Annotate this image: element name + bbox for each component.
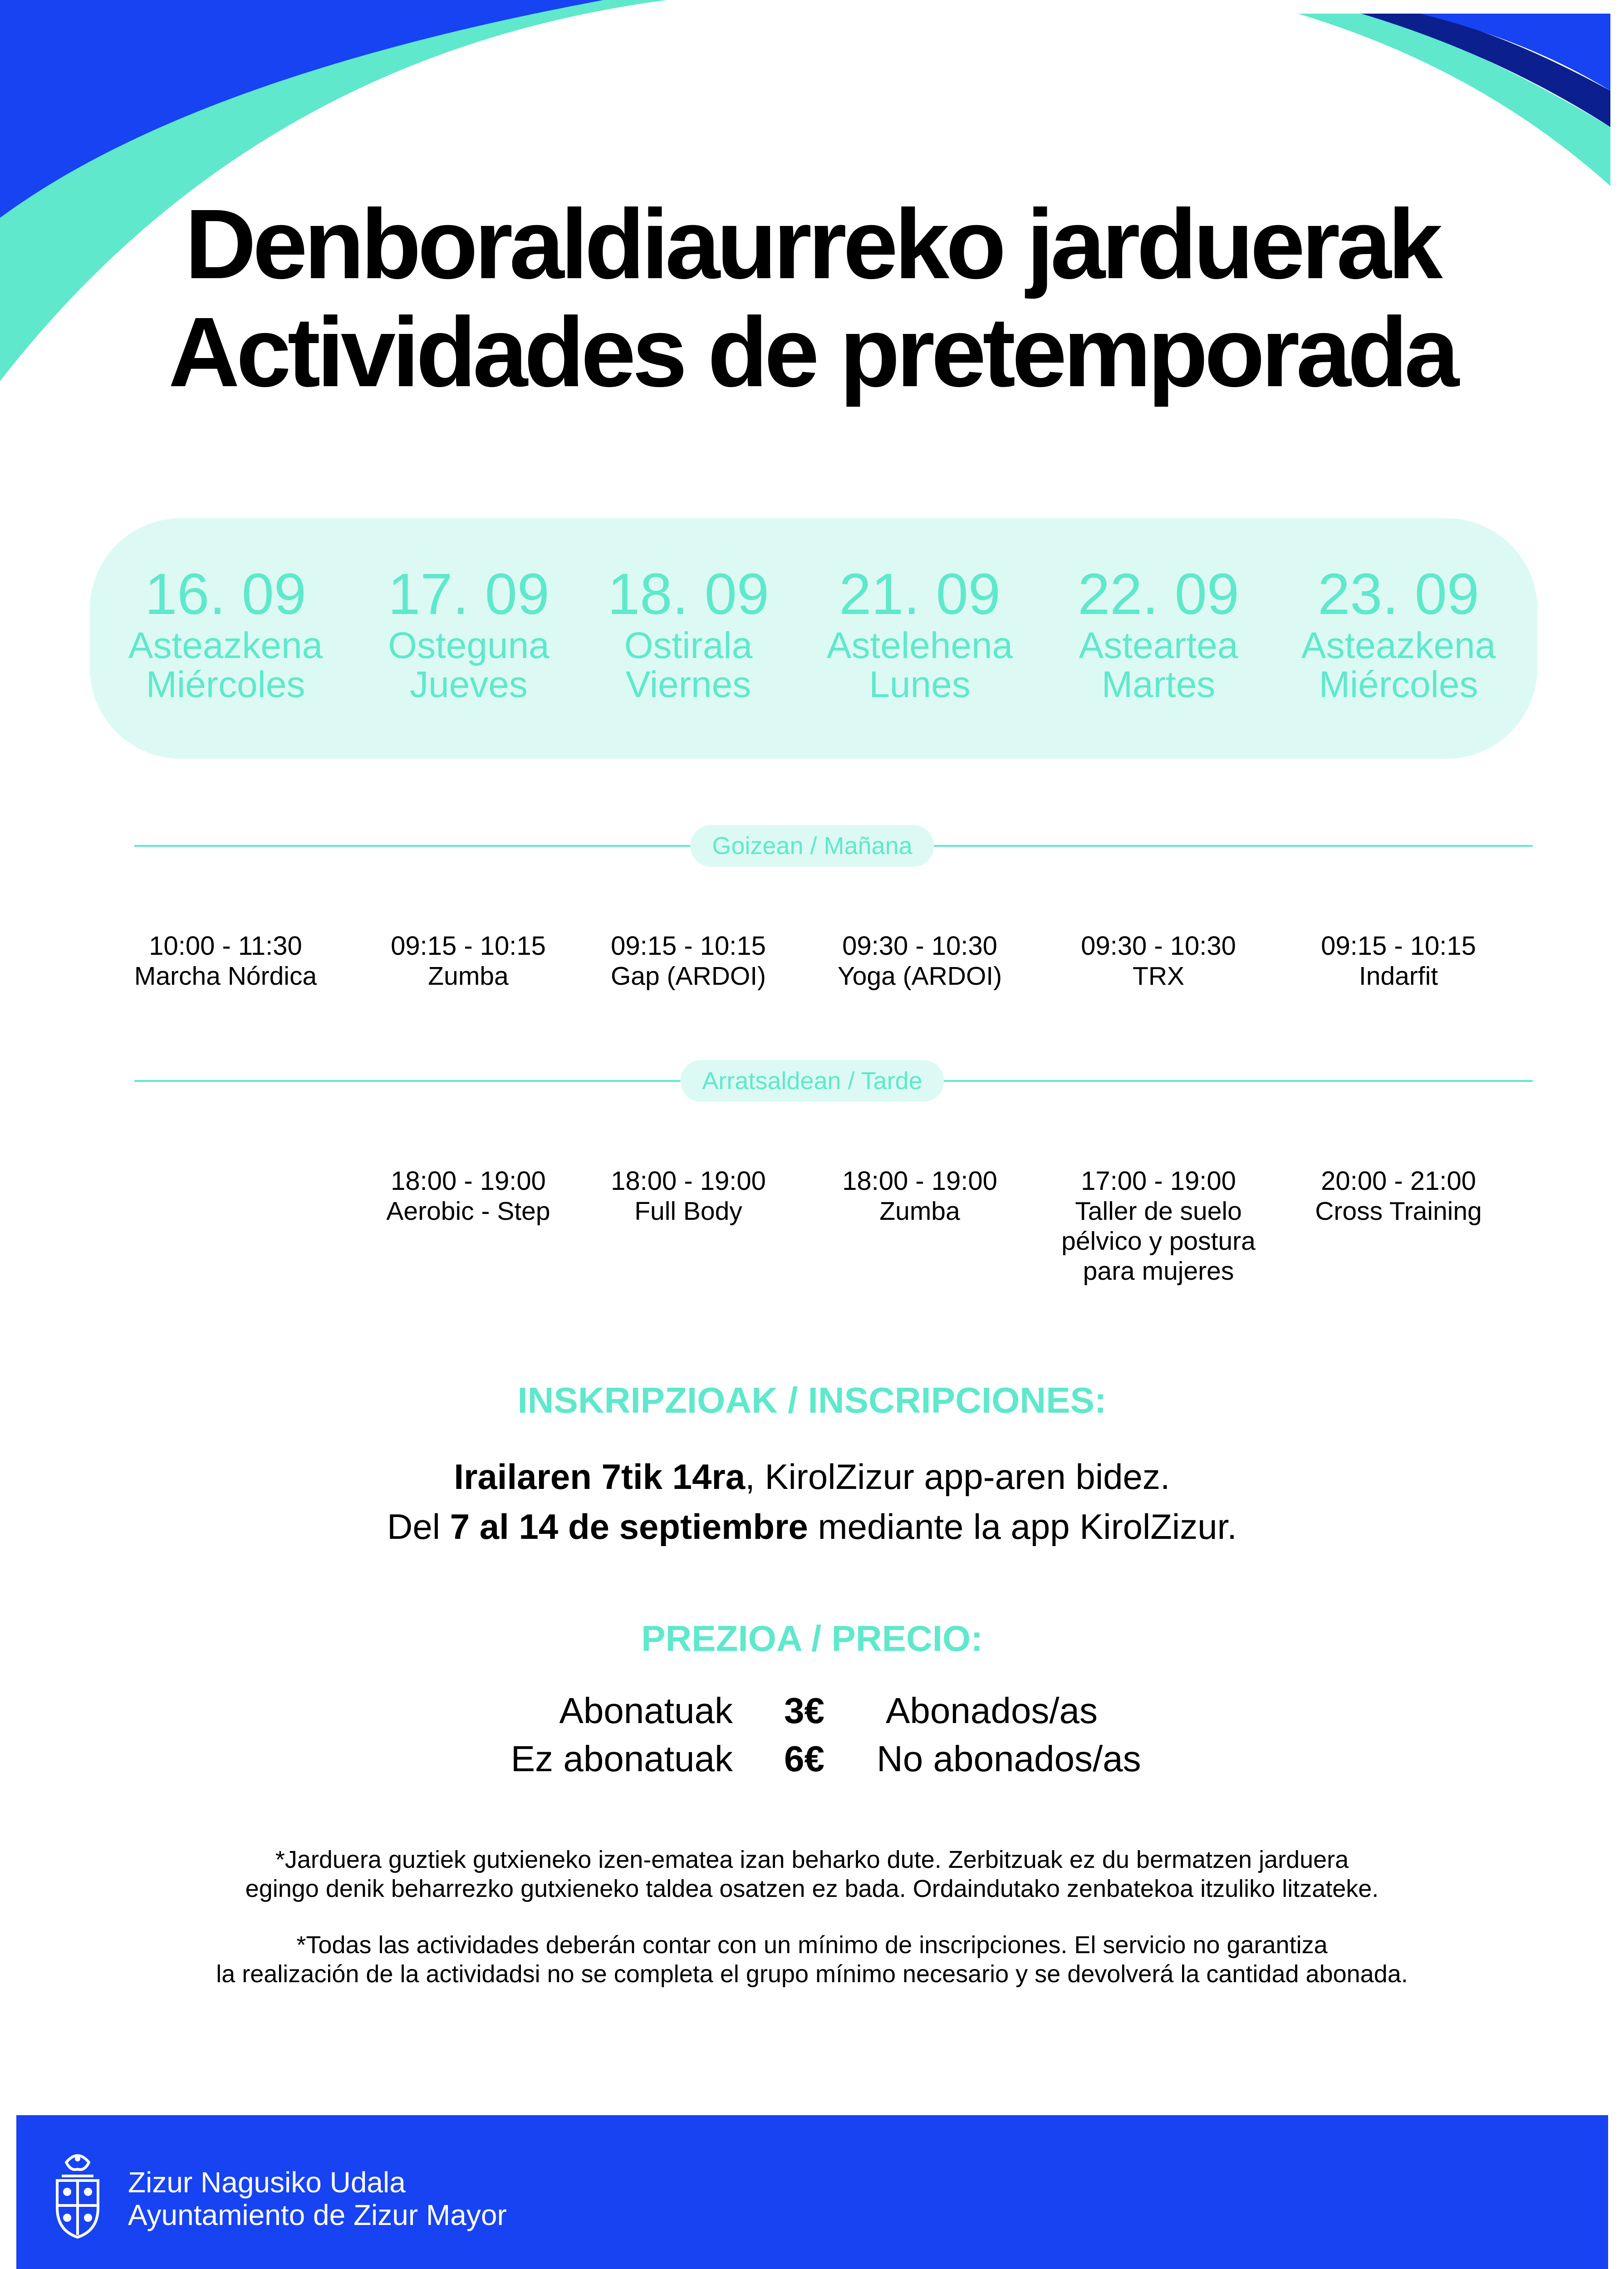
coat-of-arms-icon [48,2149,107,2240]
date-column [364,563,573,704]
registration-basque: Irailaren 7tik 14ra, KirolZizur app-aren bidez. [454,1457,1170,1497]
date-number: 22. 09 [1078,562,1239,627]
slot-venue-note: (ARDOI) [903,962,1002,991]
slot-activity-line: Taller de suelo [1075,1197,1242,1226]
date-column [815,563,1024,704]
slot-activity: Indarfit [1359,962,1438,991]
date-column [1294,563,1503,704]
slot-time: 09:30 - 10:30 [842,931,997,961]
slot-time: 20:00 - 21:00 [1321,1166,1476,1196]
title-spanish: Actividades de pretemporada [168,297,1456,408]
day-name-basque: Astelehena [826,625,1013,666]
organization-name-spanish: Ayuntamiento de Zizur Mayor [128,2199,507,2231]
afternoon-label: Arratsaldean / Tarde [680,1060,944,1102]
slot-activity: Yoga (ARDOI) [837,962,1002,991]
afternoon-slot [1040,1166,1276,1286]
day-name-basque: Ostirala [624,625,753,666]
afternoon-slot [570,1166,806,1226]
morning-slot [108,931,343,991]
organization-name-basque: Zizur Nagusiko Udala [128,2166,406,2199]
disclaimer-spanish: *Todas las actividades deberán contar con un mínimo de inscripciones. El servicio no garantiza la realización de la actividadsi no se completa el grupo mínimo necesario y se devolverá la cantidad abonada. [216,1931,1408,1988]
afternoon-slot [1281,1166,1516,1226]
slot-activity-line: para mujeres [1083,1257,1234,1286]
afternoon-slot [350,1166,586,1226]
price-label-spanish: No abonados/as [877,1739,1141,1779]
slot-time: 18:00 - 19:00 [842,1166,997,1196]
slot-time: 09:15 - 10:15 [1321,931,1476,961]
registration-heading: INSKRIPZIOAK / INSCRIPCIONES: [517,1380,1107,1420]
slot-activity-line: pélvico y postura [1061,1227,1256,1256]
slot-activity: Zumba [879,1197,960,1226]
price-label-basque: Abonatuak [559,1690,733,1731]
slot-time: 09:15 - 10:15 [611,931,766,961]
morning-label: Goizean / Mañana [690,825,934,867]
date-column [1054,563,1263,704]
day-name-spanish: Miércoles [1319,664,1478,705]
day-name-spanish: Viernes [625,664,751,705]
disclaimer-basque: *Jarduera guztiek gutxieneko izen-ematea izan beharko dute. Zerbitzuak ez du bermatzen jarduera egingo denik beharrezko gutxieneko taldea osatzen ez bada. Ordaindutako zenbatekoa itzuliko litzateke. [245,1846,1379,1902]
date-number: 21. 09 [839,562,1001,627]
date-column [584,563,793,704]
day-name-basque: Asteazkena [128,625,323,666]
slot-time: 18:00 - 19:00 [611,1166,766,1196]
date-number: 23. 09 [1318,562,1479,627]
title-basque: Denboraldiaurreko jarduerak [185,189,1439,300]
day-name-spanish: Martes [1101,664,1216,705]
morning-slot [1281,931,1516,991]
date-column [121,563,330,704]
price-label-spanish: Abonados/as [886,1690,1098,1731]
afternoon-slot [802,1166,1038,1226]
organization-name [128,2166,507,2231]
slot-activity: Marcha Nórdica [134,962,317,991]
slot-activity: Zumba [428,962,509,991]
footer-bar [16,2115,1608,2269]
slot-time: 09:30 - 10:30 [1081,931,1236,961]
date-number: 18. 09 [608,562,769,627]
day-name-basque: Osteguna [388,625,550,666]
morning-slot [802,931,1038,991]
slot-activity: Aerobic - Step [386,1197,550,1226]
day-name-spanish: Miércoles [146,664,305,705]
slot-time: 17:00 - 19:00 [1081,1166,1236,1196]
date-number: 17. 09 [388,562,550,627]
price-label-basque: Ez abonatuak [510,1739,733,1779]
slot-activity: Full Body [634,1197,742,1226]
morning-slot [570,931,806,991]
page-title [0,191,1624,407]
price-amount: 3€ [784,1690,824,1731]
price-amount: 6€ [784,1739,824,1779]
day-name-spanish: Jueves [410,664,528,705]
morning-slot [350,931,586,991]
slot-time: 18:00 - 19:00 [391,1166,546,1196]
day-name-basque: Asteazkena [1301,625,1496,666]
slot-activity: Cross Training [1315,1197,1482,1226]
slot-time: 09:15 - 10:15 [391,931,546,961]
slot-time: 10:00 - 11:30 [149,931,302,961]
date-number: 16. 09 [145,562,306,627]
registration-spanish: Del 7 al 14 de septiembre mediante la app KirolZizur. [387,1507,1237,1547]
day-name-spanish: Lunes [869,664,971,705]
slot-activity: TRX [1133,962,1184,991]
morning-slot [1040,931,1276,991]
slot-activity: Gap (ARDOI) [610,962,766,991]
price-heading: PREZIOA / PRECIO: [641,1618,983,1659]
day-name-basque: Asteartea [1079,625,1238,666]
slot-venue-note: (ARDOI) [667,962,766,991]
